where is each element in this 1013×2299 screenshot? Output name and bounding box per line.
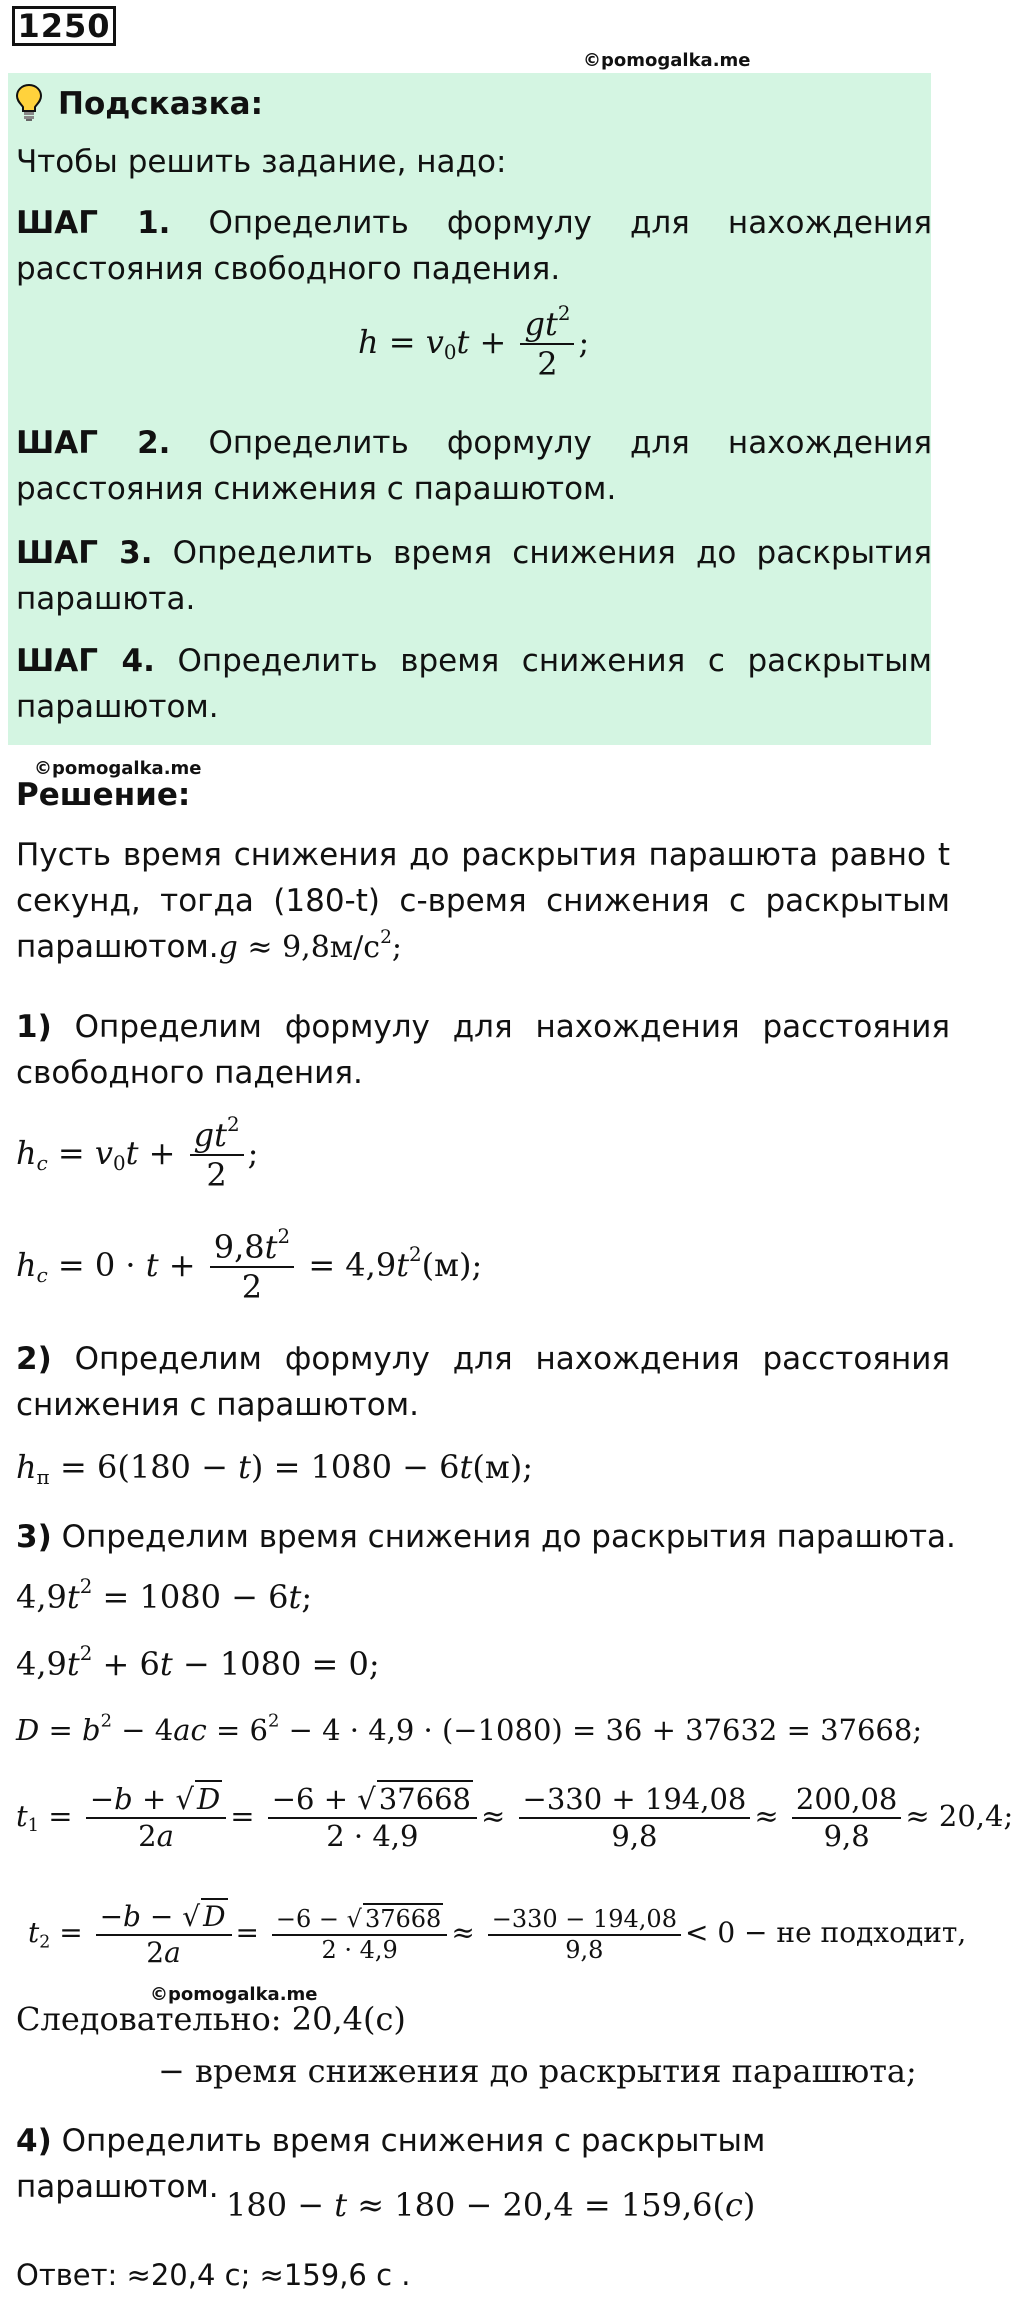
step-4-num: 4) — [16, 2123, 52, 2159]
problem-number: 1250 — [12, 6, 116, 46]
lightbulb-icon — [14, 82, 44, 122]
conclusion-text: − время снижения до раскрытия парашюта; — [158, 2052, 917, 2090]
step-1-text: Определим формулу для нахождения расстояния свободного падения. — [16, 1009, 951, 1091]
hint-step-1 — [16, 200, 932, 292]
hint-step-4-label: ШАГ 4. — [16, 643, 155, 679]
step-3 — [16, 1514, 956, 1560]
not-fit-text: не подходит, — [776, 1916, 967, 1950]
formula-hp: $h_п = 6(180 - t) = 1080 - 6t(м)$; — [16, 1448, 534, 1489]
solution-title: Решение: — [16, 777, 191, 813]
hint-step-4-text: Определить время снижения с раскрытым парашютом. — [16, 643, 932, 725]
hint-step-4 — [16, 638, 932, 730]
equation-1: $4,9t^2 = 1080 - 6t$; — [16, 1575, 313, 1616]
step-3-num: 3) — [16, 1519, 52, 1555]
solution-intro-text: Пусть время снижения до раскрытия парашюта равно t секунд, тогда (180-t) с-время снижения с раскрытым парашютом. — [16, 837, 950, 965]
hint-step-2 — [16, 420, 932, 512]
hint-intro: Чтобы решить задание, надо: — [16, 144, 507, 180]
hint-step-3 — [16, 530, 932, 622]
discriminant: $D = b^2 - 4ac = 6^2 - 4 \cdot 4,9 \cdot (-1080) = 36 + 37632 = 37668$; — [16, 1710, 923, 1747]
hint-formula: $h = v_0t$ + $\frac{gt^2}{2}$ ; — [358, 302, 590, 384]
formula-hc-general: $h_c = v_0t$ + $\frac{gt^2}{2}$ ; — [16, 1113, 259, 1195]
hint-step-1-label: ШАГ 1. — [16, 205, 171, 241]
watermark-mid: ©pomogalka.me — [34, 758, 202, 779]
hint-title: Подсказка: — [58, 86, 263, 122]
step-2-num: 2) — [16, 1341, 52, 1377]
hint-step-3-label: ШАГ 3. — [16, 535, 153, 571]
conclusion-line: Следовательно: 20,4(с) — [16, 2000, 406, 2038]
hint-step-2-text: Определить формулу для нахождения расстояния снижения с парашютом. — [16, 425, 932, 507]
step-2-text: Определим формулу для нахождения расстояния снижения с парашютом. — [16, 1341, 951, 1423]
hint-step-1-text: Определить формулу для нахождения расстояния свободного падения. — [16, 205, 932, 287]
watermark-bottom: ©pomogalka.me — [150, 1984, 318, 2005]
watermark-top: ©pomogalka.me — [583, 50, 751, 71]
hint-step-2-label: ШАГ 2. — [16, 425, 171, 461]
equation-2: $4,9t^2 + 6t - 1080 = 0$; — [16, 1642, 380, 1683]
formula-hc-value: $h_c = 0 \cdot t$ + $\frac{9,8t^2}{2}$ = $4,9t^2(м)$; — [16, 1225, 483, 1307]
step-1 — [16, 1004, 950, 1096]
step-3-text: Определим время снижения до раскрытия парашюта. — [61, 1519, 956, 1555]
root-t2: $t_2$ = $\frac{-b - √ D}{2a}$ = $\frac{-6 - √ 37668}{2 \cdot 4,9}$ ≈ $\frac{-330 - 194,08}{9,8}$ < 0 − не подходит, — [28, 1900, 967, 1969]
root-t1: $t_1$ = $\frac{-b + √ D}{2a}$ = $\frac{-6 + √ 37668}{2 \cdot 4,9}$ ≈ $\frac{-330 + 194,08}{9,8}$ ≈ $\frac{200,08}{9,8}$ ≈ 20,4; — [16, 1782, 1013, 1853]
hint-step-3-text: Определить время снижения до раскрытия парашюта. — [16, 535, 932, 617]
solution-intro: Пусть время снижения до раскрытия парашюта равно t секунд, тогда (180-t) с-время снижения с раскрытым парашютом.g ≈ $9,8м/с^2$; — [16, 837, 950, 965]
formula-remaining-time: 180 − t ≈ 180 − 20,4 = 159,6(с) — [226, 2186, 756, 2224]
step-1-num: 1) — [16, 1009, 52, 1045]
step-2 — [16, 1336, 950, 1428]
step-4-text: Определить время снижения с раскрытым парашютом. — [16, 2123, 766, 2205]
answer: Ответ: ≈20,4 с; ≈159,6 с . — [16, 2258, 411, 2292]
